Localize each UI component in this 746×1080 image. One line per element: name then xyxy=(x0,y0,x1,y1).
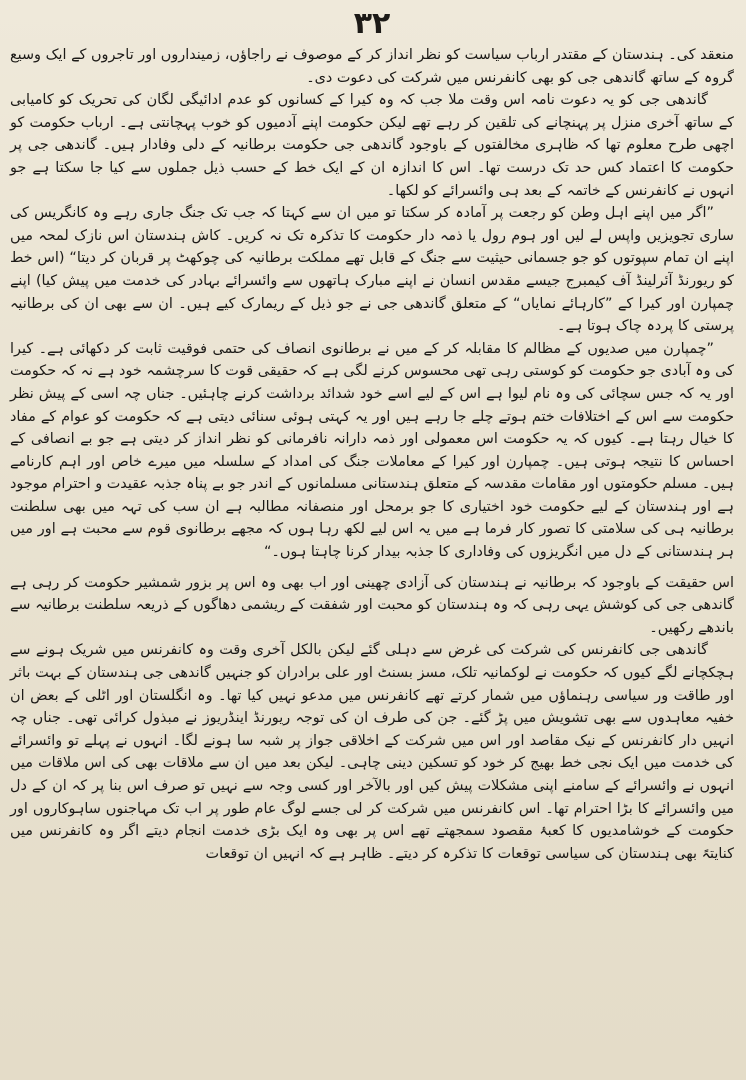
paragraph-2: گاندھی جی کو یہ دعوت نامہ اس وقت ملا جب کہ وہ کیرا کے کسانوں کو عدم ادائیگی لگان کی تحریک کو کامیابی کے ساتھ آخری منزل پر پہنچانے کی تلقین کر رہے تھے لیکن حکومت اپنے آدمیوں کو خوب پہچانتی ہے۔ ارباب حکومت کو اچھی طرح معلوم تھا کہ ظاہری مخالفتوں کے باوجود گاندھی جی حکومت برطانیہ کے دلی وفادار ہیں۔ گاندھی جی پر حکومت کا اعتماد کس حد تک درست تھا۔ اس کا اندازہ ان کے ایک خط کے حسب ذیل جملوں سے کیا جا سکتا ہے جو انہوں نے کانفرنس کے خاتمہ کے بعد ہی وائسرائے کو لکھا۔ xyxy=(10,92,734,199)
quote-paragraph-1: ”اگر میں اپنے اہل وطن کو رجعت پر آمادہ کر سکتا تو میں ان سے کہتا کہ جب تک جنگ جاری رہے وہ کانگریس کی ساری تجویزیں واپس لے لیں اور ہوم رول یا ذمہ دار حکومت کا تذکرہ تک نہ کریں۔ کاش ہندستان اس نازک لمحہ میں اپنے ان تمام سپوتوں کو جو جسمانی حیثیت سے جنگ کے قابل تھے مملکت برطانیہ کی چوکھٹ پر قربان کر دیتا“ (اس خط کو ریورنڈ آئرلینڈ آف کیمبرج جیسے مقدس انسان نے اپنے مبارک ہاتھوں سے وائسرائے بہادر کی خدمت میں پیش کیا) اپنے چمپارن اور کیرا کے ”کارہائے نمایاں“ کے متعلق گاندھی جی نے جو ذیل کے ریمارک کیے ہیں۔ ان سے بھی ان کی برطانیہ پرستی کا پردہ چاک ہوتا ہے۔ xyxy=(10,205,734,335)
page-number: ۳۲ xyxy=(353,6,391,41)
quote-paragraph-2: ”چمپارن میں صدیوں کے مظالم کا مقابلہ کر کے میں نے برطانوی انصاف کی حتمی فوقیت ثابت کر دکھائی ہے۔ کیرا کی وہ آبادی جو حکومت کو کوستی رہی تھی محسوس کرنے لگی ہے کہ حقیقی قوت کا سرچشمہ خود ہے نہ کہ حکومت اور یہ کہ جس سچائی کی وہ نام لیوا ہے اس کے لیے اسے خود شدائد برداشت کرنے چاہئیں۔ جناں چہ اسی کے پیش نظر حکومت سے اس کے اختلافات ختم ہوتے چلے جا رہے ہیں اور یہ کہتی ہوئی سنائی دیتی ہے کہ حکومت کو عوام کے مفاد کا خیال رہتا ہے۔ کیوں کہ یہ حکومت اس معمولی اور ذمہ دارانہ نافرمانی کو نظر انداز کر دیتی ہے جو بے انصافی کے احساس کا نتیجہ ہوتی ہیں۔ چمپارن اور کیرا کے معاملات جنگ کی امداد کے سلسلہ میں میرے خاص اور اہم کارنامے ہیں۔ مسلم حکومتوں اور مقامات مقدسہ کے متعلق ہندستانی مسلمانوں کے اندر جو بے پناہ جذبہ عقیدت و احترام موجود ہے اور ہندستان کے لیے حکومت خود اختیاری کا جو برمحل اور منصفانہ مطالبہ ہے ان سب کی تہہ میں بھی سلطنت برطانیہ ہی کی سلامتی کا تصور کار فرما ہے میں یہ اس لیے لکھ رہا ہوں کہ مجھے برطانوی قوم سے محبت ہے اور میں ہر ہندستانی کے دل میں انگریزوں کی وفاداری کا جذبہ بیدار کرنا چاہتا ہوں۔“ xyxy=(10,340,734,561)
body-text xyxy=(10,44,734,865)
paragraph-gap xyxy=(10,564,734,572)
paragraph-3: اس حقیقت کے باوجود کہ برطانیہ نے ہندستان کی آزادی چھینی اور اب بھی وہ اس پر بزور شمشیر حکومت کر رہی ہے گاندھی جی کی کوشش یہی رہی کہ وہ ہندستان کو محبت اور شفقت کے ریشمی دھاگوں کے ذریعہ سلطنت برطانیہ سے باندھے رکھیں۔ xyxy=(10,574,734,636)
paragraph-4: گاندھی جی کانفرنس کی شرکت کی غرض سے دہلی گئے لیکن بالکل آخری وقت وہ کانفرنس میں شریک ہونے سے ہچکچانے لگے کیوں کہ حکومت نے لوکمانیہ تلک، مسز بسنٹ اور علی برادران کو جنہیں گاندھی جی ہندستان کے بہت باثر اور طاقت ور سیاسی رہنماؤں میں شمار کرتے تھے کانفرنس میں مدعو نہیں کیا تھا۔ وہ انگلستان اور اٹلی کے بعض ان خفیہ معاہدوں سے بھی تشویش میں پڑ گئے۔ جن کی طرف ان کی توجہ ریورنڈ اینڈریوز نے مبذول کرائی تھی۔ جناں چہ انہیں دار کانفرنس کے نیک مقاصد اور اس میں شرکت کے اخلاقی جواز پر شبہ سا ہونے لگا۔ انہوں نے پہلے تو وائسرائے کی خدمت میں ایک نجی خط بھیج کر خود کو تسکین دینی چاہی۔ لیکن بعد میں ان سے ملاقات بھی کی اس ملاقات میں انہوں نے وائسرائے کے سامنے اپنی مشکلات پیش کیں اور بالآخر اور کسی وجہ سے نہیں تو صرف اس بنا پر کہ ان کے دل میں وائسرائے کا بڑا احترام تھا۔ اس کانفرنس میں شرکت کر لی جسے لوگ عام طور پر اب تک مہاجنوں ساہوکاروں اور حکومت کے خوشامدیوں کا کعبۂ مقصود سمجھتے تھے اس پر بھی وہ ایک بڑی خدمت انجام دیتے اگر وہ کانفرنس میں کنایتہً بھی ہندستان کی سیاسی توقعات کا تذکرہ کر دیتے۔ ظاہر ہے کہ انہیں ان توقعات xyxy=(10,642,734,862)
paragraph-1: منعقد کی۔ ہندستان کے مقتدر ارباب سیاست کو نظر انداز کر کے موصوف نے راجاؤں، زمینداروں اور تاجروں کے ایک وسیع گروہ کے ساتھ گاندھی جی کو بھی کانفرنس میں شرکت کی دعوت دی۔ xyxy=(10,47,734,86)
